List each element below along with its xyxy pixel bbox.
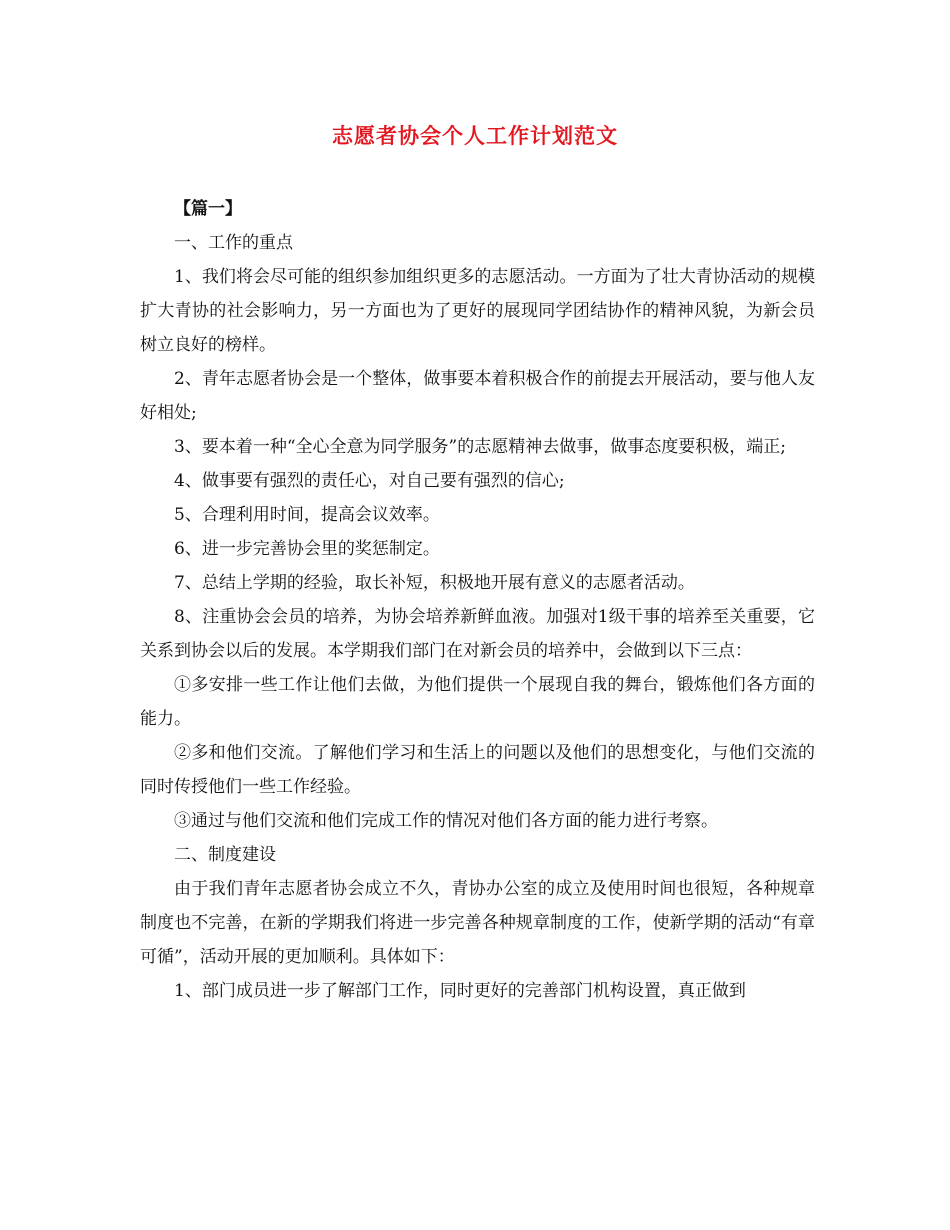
paragraph-system-intro: 由于我们青年志愿者协会成立不久，青协办公室的成立及使用时间也很短，各种规章制度也不完善，在新的学期我们将进一步完善各种规章制度的工作，使新学期的活动“有章可循”，活动开展的更加顺利。具体如下： (140, 879, 815, 967)
paragraph-item-7: 7、总结上学期的经验，取长补短，积极地开展有意义的志愿者活动。 (174, 573, 695, 593)
paragraph-subitem-1: ①多安排一些工作让他们去做，为他们提供一个展现自我的舞台，锻炼他们各方面的能力。 (140, 675, 815, 729)
paragraph-item-1: 1、我们将会尽可能的组织参加组织更多的志愿活动。一方面为了壮大青协活动的规模扩大青协的社会影响力，另一方面也为了更好的展现同学团结协作的精神风貌，为新会员树立良好的榜样。 (140, 267, 815, 355)
paragraph-system-item-1: 1、部门成员进一步了解部门工作，同时更好的完善部门机构设置，真正做到 (174, 981, 746, 1001)
paragraph-item-6: 6、进一步完善协会里的奖惩制定。 (174, 539, 440, 559)
paragraph-item-3: 3、要本着一种“全心全意为同学服务”的志愿精神去做事，做事态度要积极，端正; (174, 437, 786, 457)
paragraph-item-2: 2、青年志愿者协会是一个整体，做事要本着积极合作的前提去开展活动，要与他人友好相处; (140, 369, 815, 423)
document-title: 志愿者协会个人工作计划范文 (332, 123, 618, 148)
paragraph-item-4: 4、做事要有强烈的责任心，对自己要有强烈的信心; (174, 471, 565, 491)
paragraph-item-8: 8、注重协会会员的培养，为协会培养新鲜血液。加强对1级干事的培养至关重要，它关系到协会以后的发展。本学期我们部门在对新会员的培养中，会做到以下三点： (140, 607, 815, 661)
heading-system-building: 二、制度建设 (174, 845, 276, 865)
document-body (140, 192, 815, 1008)
paragraph-item-5: 5、合理利用时间，提高会议效率。 (174, 505, 440, 525)
paragraph-subitem-3: ③通过与他们交流和他们完成工作的情况对他们各方面的能力进行考察。 (174, 811, 718, 831)
paragraph-subitem-2: ②多和他们交流。了解他们学习和生活上的问题以及他们的思想变化，与他们交流的同时传授他们一些工作经验。 (140, 743, 815, 797)
heading-work-focus: 一、工作的重点 (174, 233, 293, 253)
section-label-part-one: 【篇一】 (174, 199, 242, 219)
